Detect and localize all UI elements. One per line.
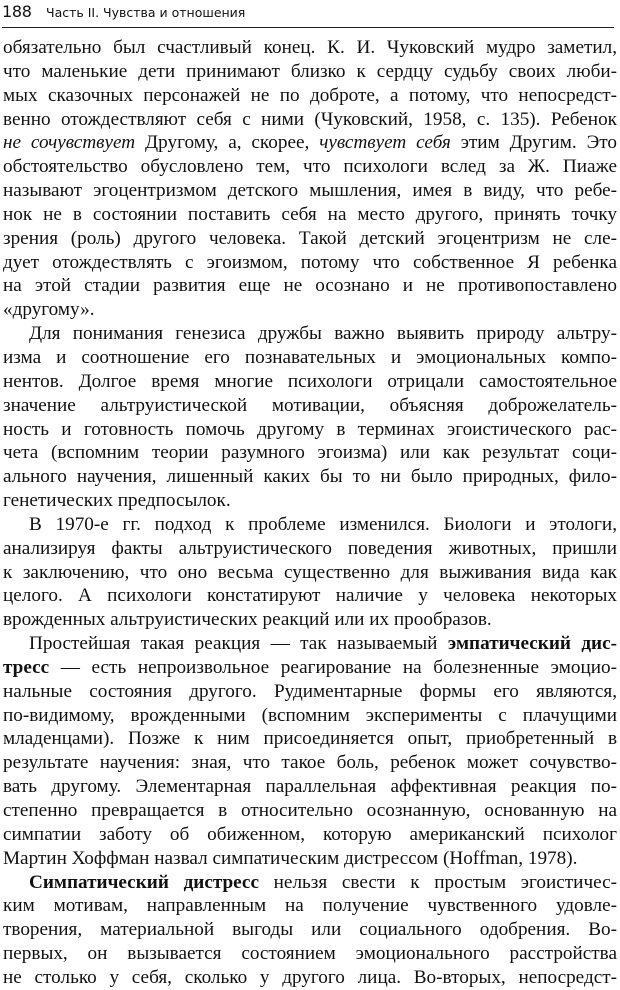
text-run: нельзя свести к простым эгоистичес- [258, 871, 618, 893]
text-line [3, 394, 617, 418]
bold-term: Симпатический дистресс [29, 871, 259, 893]
text-run: дует отождествлять с эгоизмом, потому что собственное Я ребенка [3, 251, 617, 273]
text-line [3, 871, 617, 895]
text-line [3, 179, 617, 203]
text-line [3, 656, 617, 680]
text-run: младенцами). Позже к ним присоединяется опыт, приобретенный в [3, 728, 617, 750]
text-line [3, 632, 617, 656]
text-line [3, 847, 617, 871]
text-line [3, 561, 617, 585]
text-line [3, 60, 617, 84]
text-line [3, 251, 617, 275]
text-run: степенно превращается в относительно осознанную, основанную на [3, 800, 617, 821]
paragraph [3, 871, 617, 990]
text-line [3, 322, 617, 346]
page-number: 188 [2, 2, 32, 21]
text-line [3, 537, 617, 561]
text-run: ность и готовность помочь другому в терминах эгоистического рас- [3, 418, 617, 440]
bold-term: эмпатический дис- [447, 633, 618, 655]
bold-term: тресс [3, 656, 50, 678]
text-line [3, 370, 617, 394]
text-run: ального научения, лишенный каких бы то ни было природных, фило- [3, 466, 617, 488]
text-run: мых сказочных персонажей не по доброте, а потому, что непосредст- [3, 84, 617, 106]
text-line [3, 966, 617, 990]
text-line [3, 727, 617, 751]
text-line [3, 751, 617, 775]
text-line [3, 346, 617, 370]
text-run: Мартин Хоффман назвал симпатическим дистрессом (Hoffman, 1978). [3, 847, 578, 869]
text-line [3, 465, 617, 489]
text-line [3, 918, 617, 942]
text-line [3, 489, 617, 513]
text-line [3, 131, 617, 155]
text-line [3, 227, 617, 251]
text-run: называют эгоцентризмом детского мышления, имея в виду, что ребе- [3, 180, 617, 202]
text-run: Для понимания генезиса дружбы важно выявить природу альтру- [29, 323, 617, 345]
text-run: симпатии заботу об обиженном, которую американский психолог [3, 823, 617, 845]
text-run: Простейшая такая реакция — так называемый [29, 633, 448, 655]
paragraph [3, 513, 617, 632]
italic-text: чувствует себя [319, 132, 451, 154]
text-run: изма и соотношение его познавательных и эмоциональных компо- [3, 346, 617, 368]
text-line [3, 608, 617, 632]
text-line [3, 775, 617, 799]
body-text [3, 36, 617, 990]
text-run: нентов. Долгое время многие психологи отрицали самостоятельное [3, 370, 617, 392]
text-run: венно отождествляют себя с ними (Чуковский, 1958, с. 135). Ребенок [3, 108, 617, 130]
text-run: — есть непроизвольное реагирование на болезненные эмоцио- [49, 656, 617, 678]
text-run: анализируя факты альтруистического поведения животных, пришли [3, 537, 617, 559]
running-title: Часть II. Чувства и отношения [46, 5, 246, 20]
text-line [3, 274, 617, 298]
text-run: ким мотивам, направленным на получение чувственного удовле- [3, 895, 617, 917]
text-run: Другому, а, скорее, [135, 132, 320, 154]
text-run: чета (вспомним теории разумного эгоизма) или как результат соци- [3, 442, 617, 464]
text-line [3, 680, 617, 704]
italic-text: не сочувствует [3, 132, 136, 154]
text-line [3, 799, 617, 823]
paragraph [3, 36, 617, 322]
text-run: нок не в состоянии поставить себя на место другого, принять точку [3, 203, 617, 225]
text-run: творения, материальной выгоды или социального одобрения. Во- [3, 919, 617, 941]
text-run: к заключению, что оно весьма существенно для выживания вида как [3, 561, 617, 583]
text-run: первых, он вызывается состоянием эмоционального расстройства [3, 943, 617, 965]
text-run: обстоятельство обусловлено тем, что психологи вслед за Ж. Пиаже [3, 156, 617, 178]
text-line [3, 108, 617, 132]
text-run: В 1970-е гг. подход к проблеме изменился. Биологи и этологи, [29, 513, 617, 535]
text-run: результате научения: зная, что такое боль, ребенок может сочувство- [3, 752, 617, 774]
text-line [3, 441, 617, 465]
text-line [3, 203, 617, 227]
text-run: «другому». [3, 299, 95, 321]
text-line [3, 298, 617, 322]
text-line [3, 823, 617, 847]
text-run: врожденных альтруистических реакций или их прообразов. [3, 609, 492, 631]
page-header [2, 0, 614, 28]
text-run: целого. А психологи констатируют наличие у человека некоторых [3, 585, 617, 607]
text-line [3, 84, 617, 108]
text-line [3, 704, 617, 728]
text-line [3, 36, 617, 60]
text-run: на этой стадии развития еще не осознано и не противопоставлено [3, 275, 617, 297]
text-line [3, 942, 617, 966]
text-run: обязательно был счастливый конец. К. И. Чуковский мудро заметил, [3, 37, 617, 58]
text-run: генетических предпосылок. [3, 490, 231, 512]
text-run: значение альтруистической мотивации, объясняя доброжелатель- [3, 394, 617, 416]
text-line [3, 513, 617, 537]
text-line [3, 894, 617, 918]
text-line [3, 418, 617, 442]
text-run: по-видимому, врожденными (вспомним эксперименты с плачущими [3, 704, 617, 726]
text-run: что маленькие дети принимают близко к сердцу судьбу своих люби- [3, 60, 617, 82]
text-run: нальные состояния другого. Рудиментарные формы его являются, [3, 680, 617, 702]
text-run: вать другому. Элементарная параллельная аффективная реакция по- [3, 776, 617, 798]
text-run: зрения (роль) другого человека. Такой детский эгоцентризм не сле- [3, 227, 617, 249]
text-run: этим Другим. Это [450, 132, 618, 154]
paragraph [3, 632, 617, 870]
paragraph [3, 322, 617, 513]
text-run: не столько у себя, сколько у другого лица. Во-вторых, непосредст- [3, 966, 617, 988]
text-line [3, 155, 617, 179]
text-line [3, 584, 617, 608]
